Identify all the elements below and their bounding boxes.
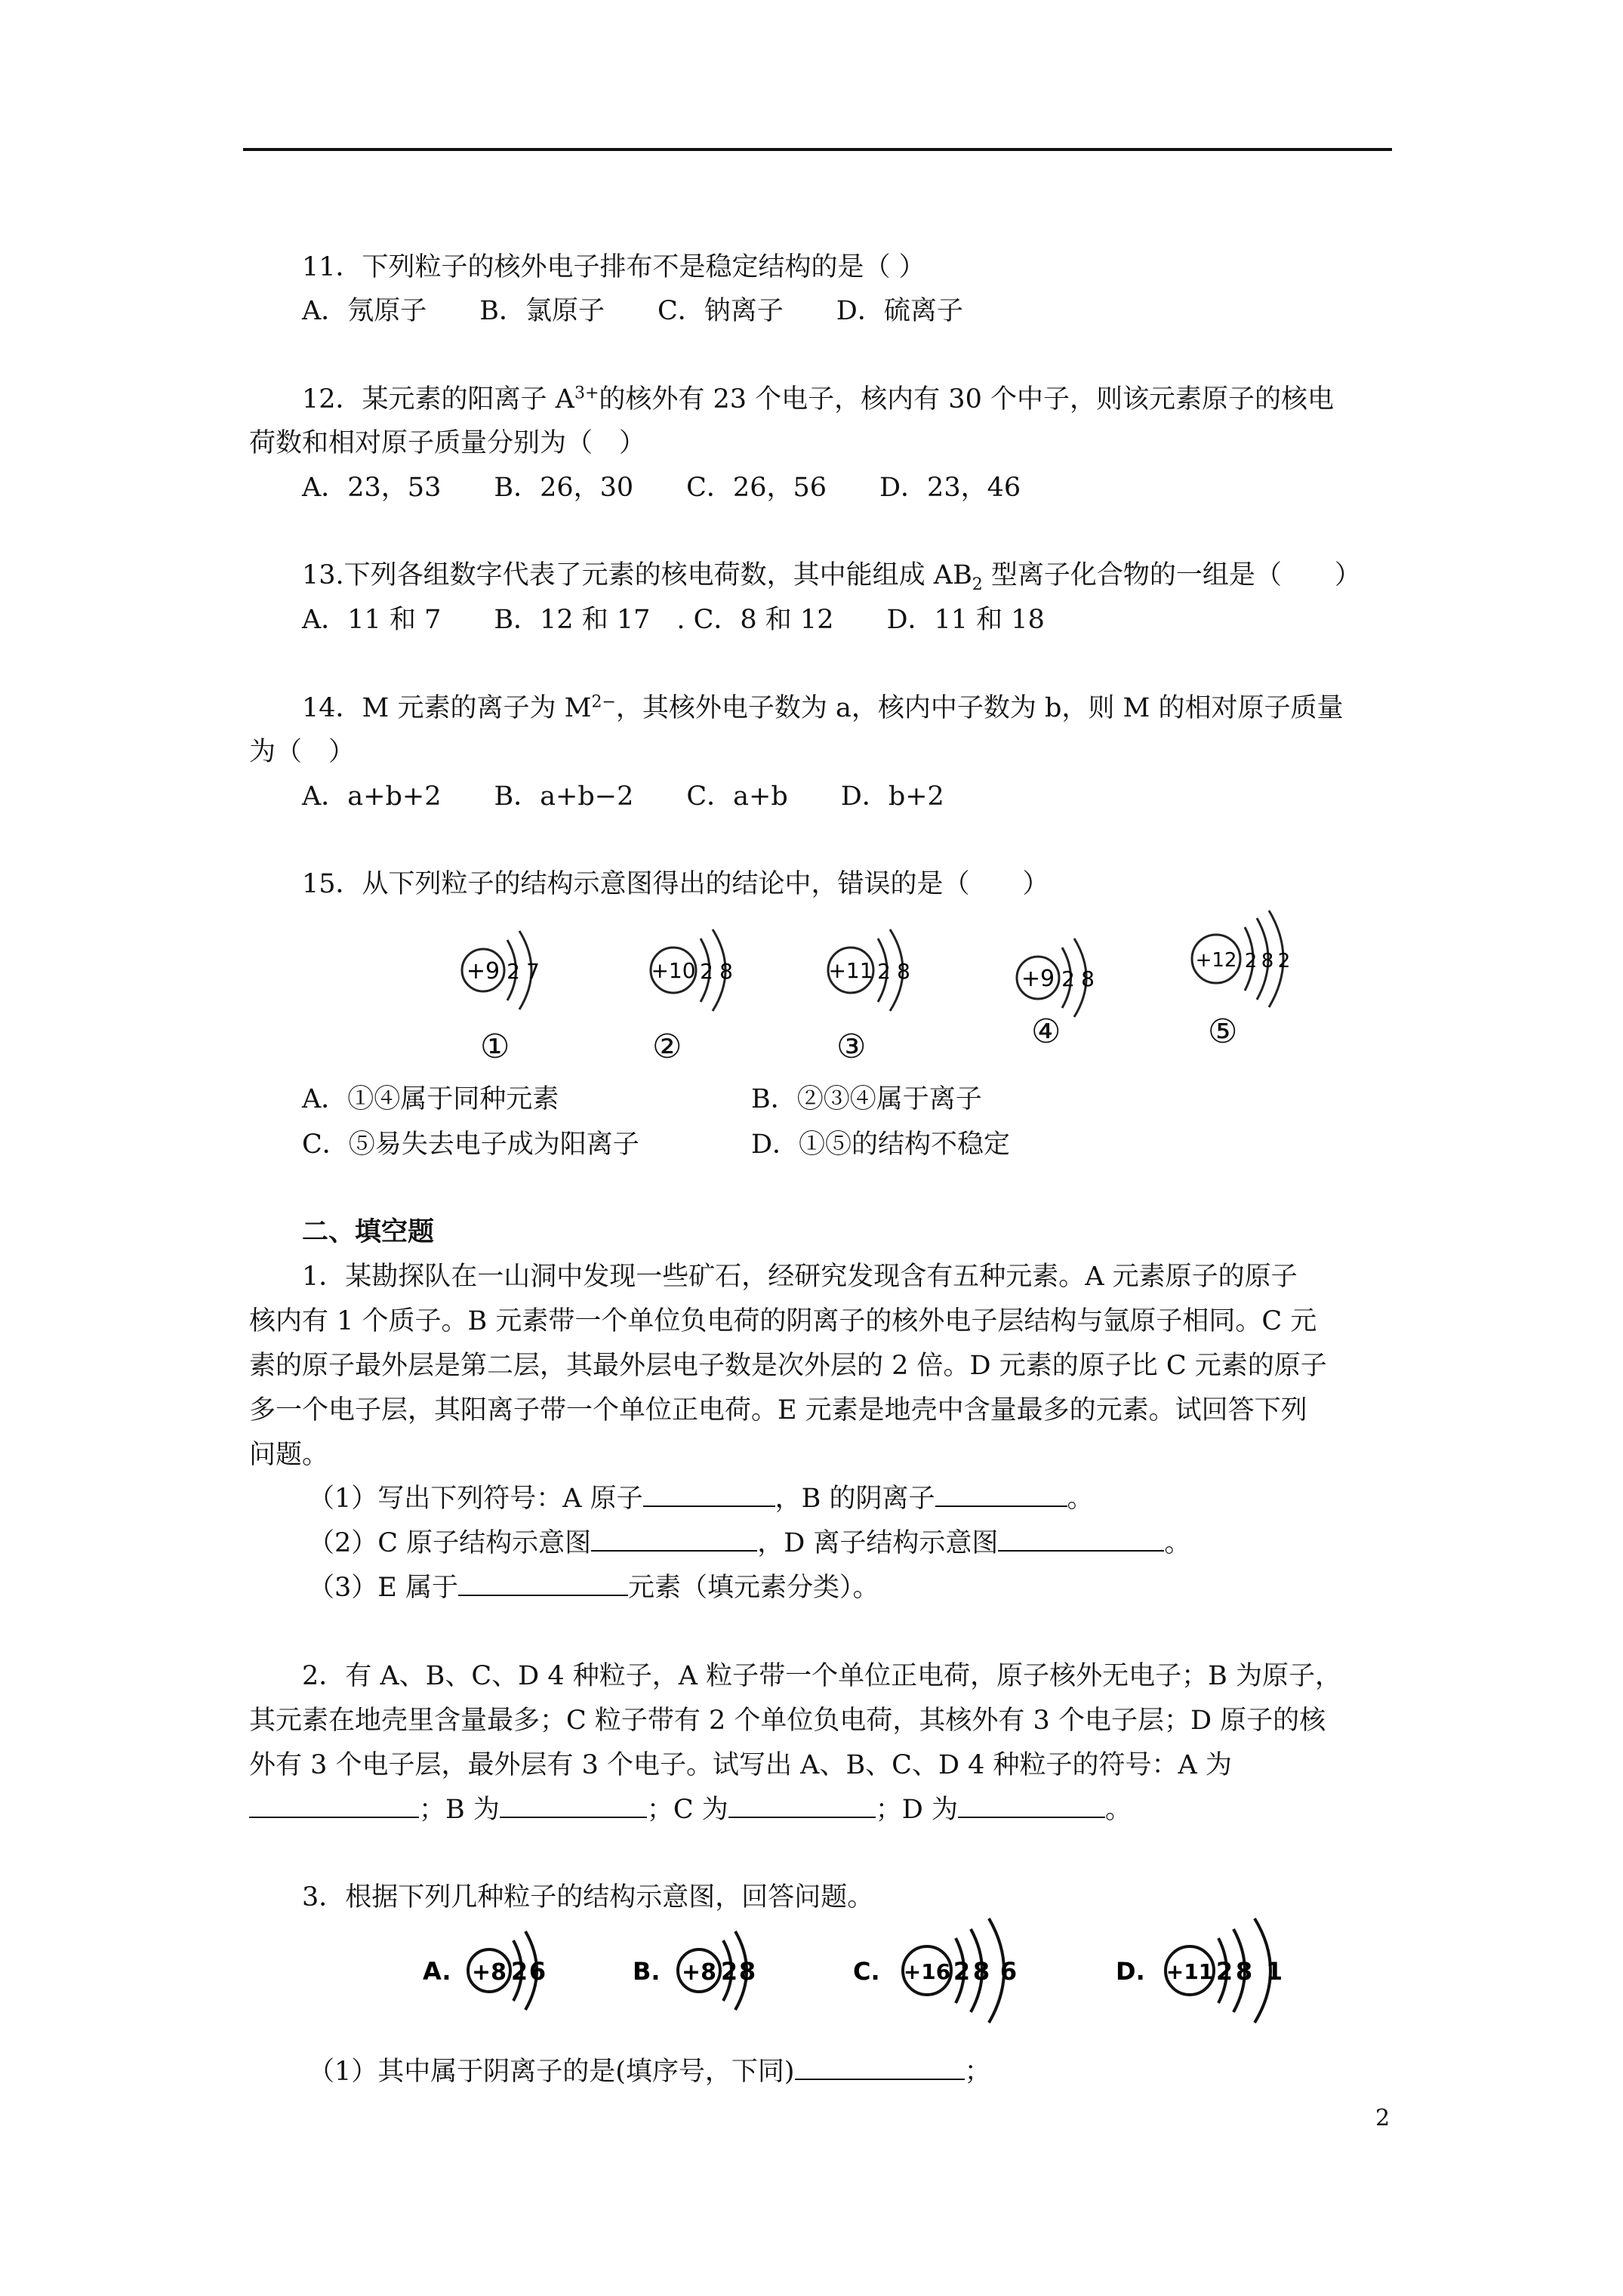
svg-text:+12: +12 [1195,949,1237,972]
svg-text:2: 2 [1244,950,1258,972]
svg-text:+11: +11 [1166,1959,1214,1984]
p2-line-3: 外有 3 个电子层，最外层有 3 个电子。试写出 A、B、C、D 4 种粒子的符号：A 为 [249,1750,1232,1780]
p1-sub-1: （1）写出下列符号：A 原子 ，B 的阴离子 。 [308,1484,1094,1514]
blank-a-symbol[interactable] [249,1794,419,1818]
q11-stem: 11．下列粒子的核外电子排布不是稳定结构的是（ ） [302,252,925,282]
q14-options: A．a+b+2 B．a+b−2 C．a+b D．b+2 [302,781,944,812]
svg-text:8: 8 [719,959,733,984]
svg-text:6: 6 [528,1957,547,1986]
q15-label-2: ② [652,1028,682,1066]
svg-text:1: 1 [1265,1957,1283,1986]
q15-label-1: ① [480,1028,510,1066]
p1-line-2: 核内有 1 个质子。B 元素带一个单位负电荷的阴离子的核外电子层结构与氩原子相同。C 元 [249,1306,1317,1336]
q15-diagram-5 [1181,906,1332,1012]
p1-line-5: 问题。 [249,1440,329,1470]
p3-diagram-b [633,1918,799,2023]
q15-option-d: D．①⑤的结构不稳定 [751,1130,1011,1160]
svg-text:2: 2 [510,1957,528,1986]
svg-text:2: 2 [1061,966,1075,991]
blank-c-symbol[interactable] [728,1794,876,1818]
svg-text:B.: B. [633,1957,661,1986]
p3-sub-1: （1）其中属于阴离子的是(填序号，下同) ； [308,2057,991,2087]
q15-label-3: ③ [836,1028,867,1066]
p1-line-4: 多一个电子层，其阳离子带一个单位正电荷。E 元素是地壳中含量最多的元素。试回答下列 [249,1395,1307,1425]
svg-text:2: 2 [507,959,520,984]
svg-text:+11: +11 [828,958,873,983]
p3-diagram-c [853,1914,1049,2027]
svg-text:2: 2 [1277,950,1291,972]
q13-stem: 13.下列各组数字代表了元素的核电荷数，其中能组成 $AB_2$ 型离子化合物的一组是（ ） [302,560,1361,594]
svg-text:C.: C. [853,1957,880,1986]
p1-line-1: 1．某勘探队在一山洞中发现一些矿石，经研究发现含有五种元素。A 元素原子的原子 [302,1262,1298,1292]
blank-a-atom[interactable] [643,1483,775,1507]
p1-sub-2: （2）C 原子结构示意图 ，D 离子结构示意图 。 [308,1528,1191,1558]
p1-line-3: 素的原子最外层是第二层，其最外层电子数是次外层的 2 倍。D 元素的原子比 C 元素的原子 [249,1351,1327,1381]
q11-options: A．氖原子 B．氯原子 C．钠离子 D．硫离子 [302,296,963,326]
p3-diagram-d [1116,1914,1312,2027]
blank-e-class[interactable] [458,1572,628,1596]
q15-diagram-3 [819,917,947,1023]
q15-label-4: ④ [1031,1012,1061,1051]
p3-diagram-a [423,1918,589,2023]
q15-diagram-1 [453,917,574,1023]
svg-text:8: 8 [738,1957,756,1986]
q14-stem-cont: 为（ ） [249,737,356,767]
q12-stem: 12．某元素的阳离子 $A^{3+}$的核外有 23 个电子，核内有 30 个中子，则该元素原子的核电 [302,384,1334,415]
q15-stem: 15．从下列粒子的结构示意图得出的结论中，错误的是（ ） [302,869,1049,899]
svg-text:8: 8 [1081,966,1095,991]
page-number: 2 [1375,2105,1390,2131]
header-rule [243,148,1392,151]
svg-text:+8: +8 [681,1959,717,1986]
p1-sub-3: （3）E 属于 元素（填元素分类）。 [308,1573,879,1603]
blank-b-symbol[interactable] [500,1794,647,1818]
blank-c-diagram[interactable] [591,1527,757,1552]
section-title: 二、填空题 [302,1216,435,1247]
p2-line-4: ；B 为 ；C 为 ；D 为 。 [249,1793,1132,1826]
q12-options: A．23，53 B．26，30 C．26，56 D．23，46 [302,473,1021,503]
svg-text:2: 2 [1215,1957,1233,1986]
blank-b-anion[interactable] [935,1483,1067,1507]
q12-stem-cont: 荷数和相对原子质量分别为（ ） [249,428,646,458]
blank-d-diagram[interactable] [998,1527,1164,1552]
svg-text:2: 2 [720,1957,738,1986]
q15-diagram-2 [642,917,770,1023]
svg-text:+8: +8 [471,1959,507,1986]
q15-option-b: B．②③④属于离子 [751,1084,982,1114]
blank-anion[interactable] [795,2056,965,2080]
svg-text:2: 2 [877,959,891,984]
q15-option-a: A．①④属于同种元素 [302,1084,559,1114]
q15-label-5: ⑤ [1208,1012,1238,1051]
q15-diagram-4 [1008,925,1129,1031]
svg-text:2: 2 [953,1957,971,1986]
svg-text:8: 8 [897,959,910,984]
svg-text:+10: +10 [651,958,696,983]
svg-text:A.: A. [423,1957,451,1986]
svg-text:8: 8 [972,1957,990,1986]
svg-text:8: 8 [1261,950,1274,972]
svg-text:+9: +9 [1021,966,1055,992]
q15-option-c: C．⑤易失去电子成为阳离子 [302,1130,639,1160]
svg-text:8: 8 [1235,1957,1253,1986]
q13-options: A．11 和 7 B．12 和 17 . C．8 和 12 D．11 和 18 [302,605,1045,635]
p2-line-1: 2．有 A、B、C、D 4 种粒子，A 粒子带一个单位正电荷，原子核外无电子；B 为原子， [302,1661,1341,1691]
svg-text:2: 2 [700,959,713,984]
svg-text:7: 7 [526,959,540,984]
svg-text:+9: +9 [466,958,500,985]
p2-line-2: 其元素在地壳里含量最多；C 粒子带有 2 个单位负电荷，其核外有 3 个电子层；D 原子的核 [249,1706,1326,1736]
q14-stem: 14．M 元素的离子为 $M^{2-}$，其核外电子数为 a，核内中子数为 b，则 M 的相对原子质量 [302,692,1344,723]
svg-text:6: 6 [999,1957,1018,1986]
svg-text:D.: D. [1116,1957,1145,1986]
blank-d-symbol[interactable] [958,1794,1105,1818]
p3-stem: 3．根据下列几种粒子的结构示意图，回答问题。 [302,1882,874,1912]
svg-text:+16: +16 [903,1959,951,1984]
